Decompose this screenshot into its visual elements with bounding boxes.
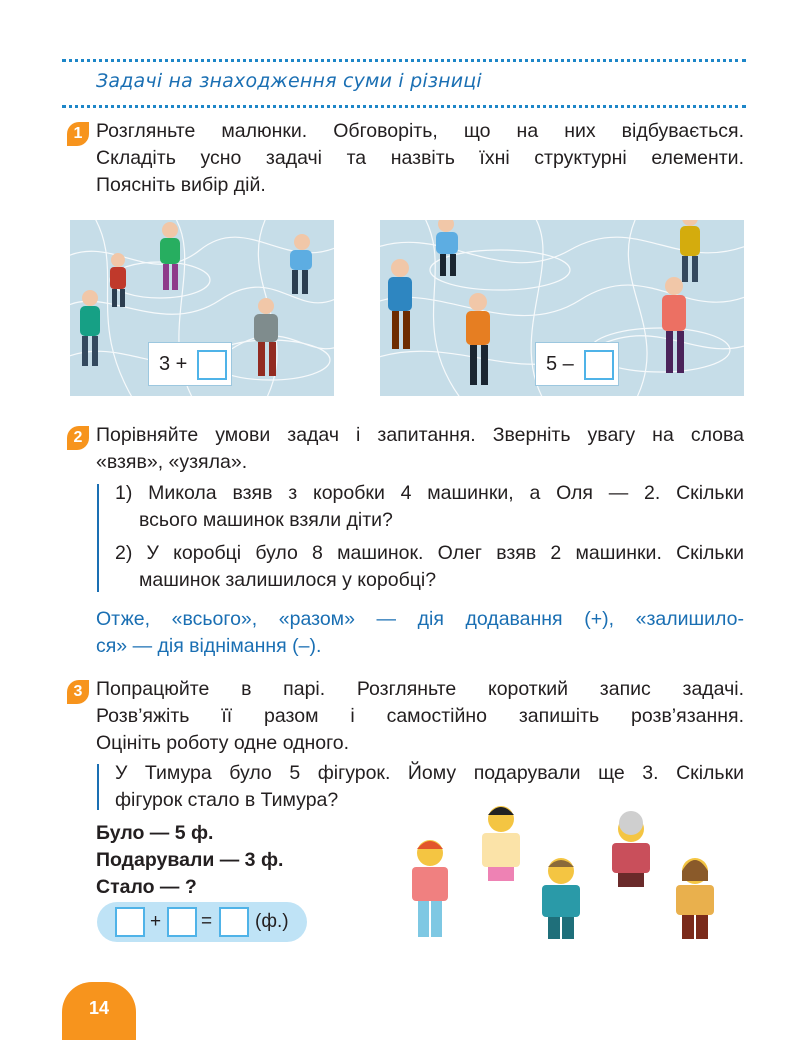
problem-2-line: 2) У коробці було 8 машинок. Олег взяв 2 машинки. Скільки <box>115 542 744 564</box>
task-1-text <box>96 118 744 199</box>
section-title: Задачі на знаходження суми і різниці <box>96 70 482 92</box>
equation-pill <box>97 902 307 942</box>
problem-3-line: У Тимура було 5 фігурок. Йому подарували ще 3. Скільки <box>115 762 744 784</box>
answer-square[interactable] <box>197 350 227 380</box>
problem-1-line: 1) Микола взяв з коробки 4 машинки, а Оля — 2. Скільки <box>115 482 744 504</box>
short-record-line: Було — 5 ф. <box>96 822 214 844</box>
expression-box-right <box>535 342 619 386</box>
problems-bar <box>97 484 99 592</box>
top-dotted-divider <box>62 59 746 62</box>
task-1-line: Розгляньте малюнки. Обговоріть, що на них відбувається. <box>96 120 744 142</box>
figurine <box>612 811 650 887</box>
expression-left-text: 3 + <box>159 353 188 375</box>
skater-figure <box>80 290 100 366</box>
skater-figure <box>466 293 490 385</box>
equals-sign: = <box>201 911 213 932</box>
skater-figure <box>160 222 180 290</box>
skater-figure <box>680 220 700 282</box>
plus-sign: + <box>150 911 162 932</box>
figurine <box>542 858 580 939</box>
task-1-line: Складіть усно задачі та назвіть їхні структурні елементи. <box>96 147 744 169</box>
skater-figure <box>254 298 278 376</box>
task-3-line: Попрацюйте в парі. Розгляньте короткий запис задачі. <box>96 678 744 700</box>
task-2-number: 2 <box>67 426 89 450</box>
task-1-number: 1 <box>67 122 89 146</box>
skating-picture-left <box>70 220 334 396</box>
task-2-text <box>96 422 744 476</box>
expression-right-text: 5 – <box>546 353 574 375</box>
problem-1-line: всього машинок взяли діти? <box>139 509 393 531</box>
answer-square[interactable] <box>219 907 249 937</box>
task-3-text <box>96 676 744 757</box>
page-number: 14 <box>62 982 136 1040</box>
task-3-line: Оцініть роботу одне одного. <box>96 732 350 754</box>
answer-square[interactable] <box>167 907 197 937</box>
conclusion-line: ся» — дія віднімання (–). <box>96 635 322 657</box>
skater-figure <box>388 259 412 349</box>
problem-1 <box>115 480 744 534</box>
skating-picture-right <box>380 220 744 396</box>
expression-box-left <box>148 342 232 386</box>
short-record-line: Подарували — 3 ф. <box>96 849 284 871</box>
answer-square[interactable] <box>584 350 614 380</box>
task-3-line: Розв’яжіть її разом і самостійно запишіть розв’язання. <box>96 705 744 727</box>
task-2-line: «взяв», «узяла». <box>96 451 248 473</box>
answer-square[interactable] <box>115 907 145 937</box>
conclusion-line: Отже, «всього», «разом» — дія додавання (+), «залишило- <box>96 608 744 630</box>
problem-3-line: фігурок стало в Тимура? <box>115 789 339 811</box>
short-record-line: Стало — ? <box>96 876 197 898</box>
figurine <box>676 858 714 939</box>
skater-figure <box>436 220 458 276</box>
skater-figure <box>290 234 312 294</box>
figurine <box>412 840 448 937</box>
task-2-line: Порівняйте умови задач і запитання. Зверніть увагу на слова <box>96 424 744 446</box>
bottom-dotted-divider <box>62 105 746 108</box>
unit-label: (ф.) <box>255 911 289 932</box>
problem-2 <box>115 540 744 594</box>
skater-figure <box>110 253 126 307</box>
figurine <box>482 806 520 881</box>
problem-3-bar <box>97 764 99 810</box>
toy-figurines-illustration <box>400 805 730 950</box>
task-1-line: Поясніть вибір дій. <box>96 174 266 196</box>
problem-2-line: машинок залишилося у коробці? <box>139 569 437 591</box>
task-3-number: 3 <box>67 680 89 704</box>
short-record <box>96 820 396 901</box>
conclusion <box>96 606 744 660</box>
